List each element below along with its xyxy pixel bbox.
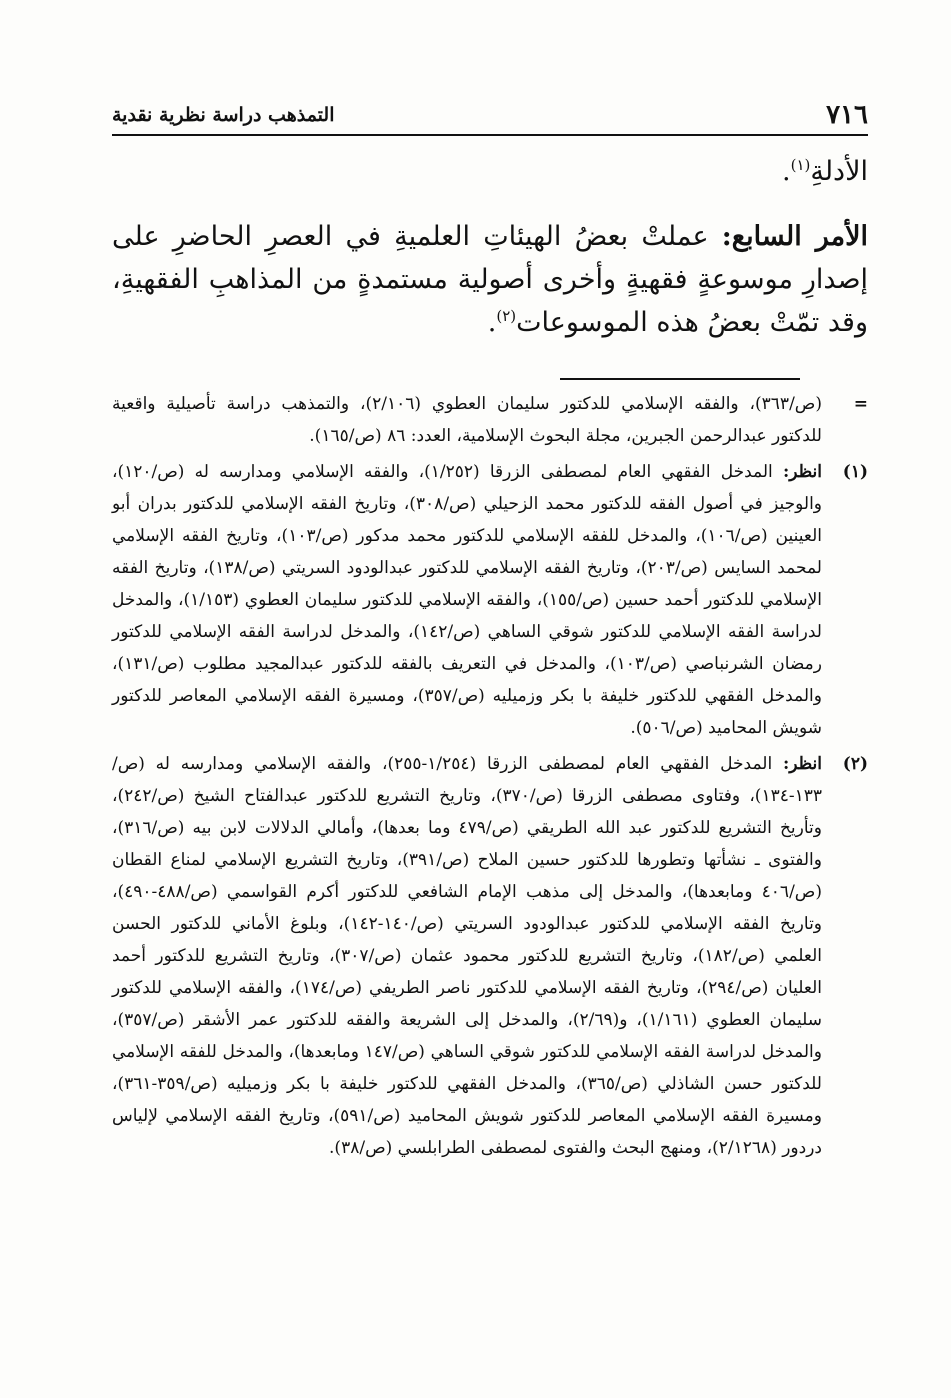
paragraph — [112, 215, 868, 344]
footnote-2 — [112, 748, 868, 1164]
paragraph-text: الأدلةِ — [810, 156, 868, 187]
footnote-separator — [560, 378, 800, 380]
footnote-marker: = — [853, 394, 868, 414]
footnote-lead: انظر: — [782, 462, 822, 482]
footnote-lead: انظر: — [782, 754, 822, 774]
page-header — [112, 100, 868, 132]
footnote-marker: (٢) — [842, 754, 868, 774]
running-title: التمذهب دراسة نظرية نقدية — [112, 104, 335, 126]
footnote-1 — [112, 456, 868, 744]
paragraph-end: . — [487, 307, 497, 338]
footnote-continuation — [112, 388, 868, 452]
header-rule — [112, 134, 868, 136]
footnote-marker: (١) — [842, 462, 868, 482]
footnote-reference: (١) — [790, 156, 811, 174]
paragraph-end: . — [781, 156, 791, 187]
page-number: ٧١٦ — [826, 100, 868, 130]
footnote-text: المدخل الفقهي العام لمصطفى الزرقا (١/٢٥٢)، والفقه الإسلامي ومدارسه له (ص/١٢٠)، والوجيز في أصول الفقه للدكتور محمد الزحيلي (ص/٣٠٨)، وتاريخ الفقه الإسلامي للدكتور بدران أبو العينين (ص/١٠٦)، والمدخل للفقه الإسلامي للدكتور محمد مدكور (ص/١٠٣)، وتاريخ الفقه الإسلامي لمحمد السايس (ص/٢٠٣)، وتاريخ الفقه الإسلامي للدكتور عبدالودود السريتي (ص/١٣٨)، وتاريخ الفقه الإسلامي للدكتور أحمد حسين (ص/١٥٥)، والفقه الإسلامي للدكتور سليمان العطوي (١/١٥٣)، والمدخل لدراسة الفقه الإسلامي للدكتور شوقي الساهي (ص/١٤٢)، والمدخل لدراسة الفقه الإسلامي للدكتور رمضان الشرنباصي (ص/١٠٣)، والمدخل في التعريف بالفقه للدكتور عبدالمجيد مطلوب (ص/١٣١)، والمدخل الفقهي للدكتور خليفة با بكر وزميليه (ص/٣٥٧)، ومسيرة الفقه الإسلامي المعاصر للدكتور شويش المحاميد (ص/٥٠٦). — [112, 462, 822, 738]
footnotes — [112, 388, 868, 1168]
paragraph — [112, 150, 868, 193]
footnote-reference: (٢) — [496, 307, 517, 325]
footnote-text: المدخل الفقهي العام لمصطفى الزرقا (١/٢٥٤-٢٥٥)، والفقه الإسلامي ومدارسه له (ص/١٣٣-١٣٤)، وفتاوى مصطفى الزرقا (ص/٣٧٠)، وتاريخ التشريع للدكتور عبدالفتاح الشيخ (ص/٢٤٢)، وتأريخ التشريع للدكتور عبد الله الطريقي (ص/٤٧٩ وما بعدها)، وأمالي الدلالات لابن بيه (ص/٣١٦)، والفتوى ـ نشأتها وتطورها للدكتور حسين الملاح (ص/٣٩١)، وتاريخ التشريع الإسلامي لمناع القطان (ص/٤٠٦ ومابعدها)، والمدخل إلى مذهب الإمام الشافعي للدكتور أكرم القواسمي (ص/٤٨٨-٤٩٠)، وتاريخ الفقه الإسلامي للدكتور عبدالودود السريتي (ص/١٤٠-١٤٢)، وبلوغ الأماني للدكتور الحسن العلمي (ص/١٨٢)، وتاريخ التشريع للدكتور محمود عثمان (ص/٣٠٧)، وتاريخ التشريع للدكتور أحمد العليان (ص/٢٩٤)، وتاريخ الفقه الإسلامي للدكتور ناصر الطريفي (ص/١٧٤)، والفقه الإسلامي للدكتور سليمان العطوي (١/١٦١)، و(٢/٦٩)، والمدخل إلى الشريعة والفقه للدكتور عمر الأشقر (ص/٣٥٧)، والمدخل لدراسة الفقه الإسلامي للدكتور شوقي الساهي (ص/١٤٧ ومابعدها)، والمدخل للفقه الإسلامي للدكتور حسن الشاذلي (ص/٣٦٥)، والمدخل الفقهي للدكتور خليفة با بكر وزميليه (ص/٣٥٩-٣٦١)، ومسيرة الفقه الإسلامي المعاصر للدكتور شويش المحاميد (ص/٥٩١)، وتاريخ الفقه الإسلامي لإلياس دردور (٢/١٢٦٨)، ومنهج البحث والفتوى لمصطفى الطرابلسي (ص/٣٨). — [112, 754, 823, 1158]
paragraph-text: عملتْ بعضُ الهيئاتِ العلميةِ في العصرِ الحاضرِ على إصدارِ موسوعةٍ فقهيةٍ وأخرى أصولية مستمدةٍ من المذاهبِ الفقهيةِ، وقد تمّتْ بعضُ هذه الموسوعات — [112, 221, 868, 338]
footnote-text: (ص/٣٦٣)، والفقه الإسلامي للدكتور سليمان العطوي (٢/١٠٦)، والتمذهب دراسة تأصيلية واقعية للدكتور عبدالرحمن الجبرين، مجلة البحوث الإسلامية، العدد: ٨٦ (ص/١٦٥). — [112, 394, 822, 446]
paragraph-lead: الأمر السابع: — [721, 221, 868, 252]
main-text — [112, 150, 868, 344]
